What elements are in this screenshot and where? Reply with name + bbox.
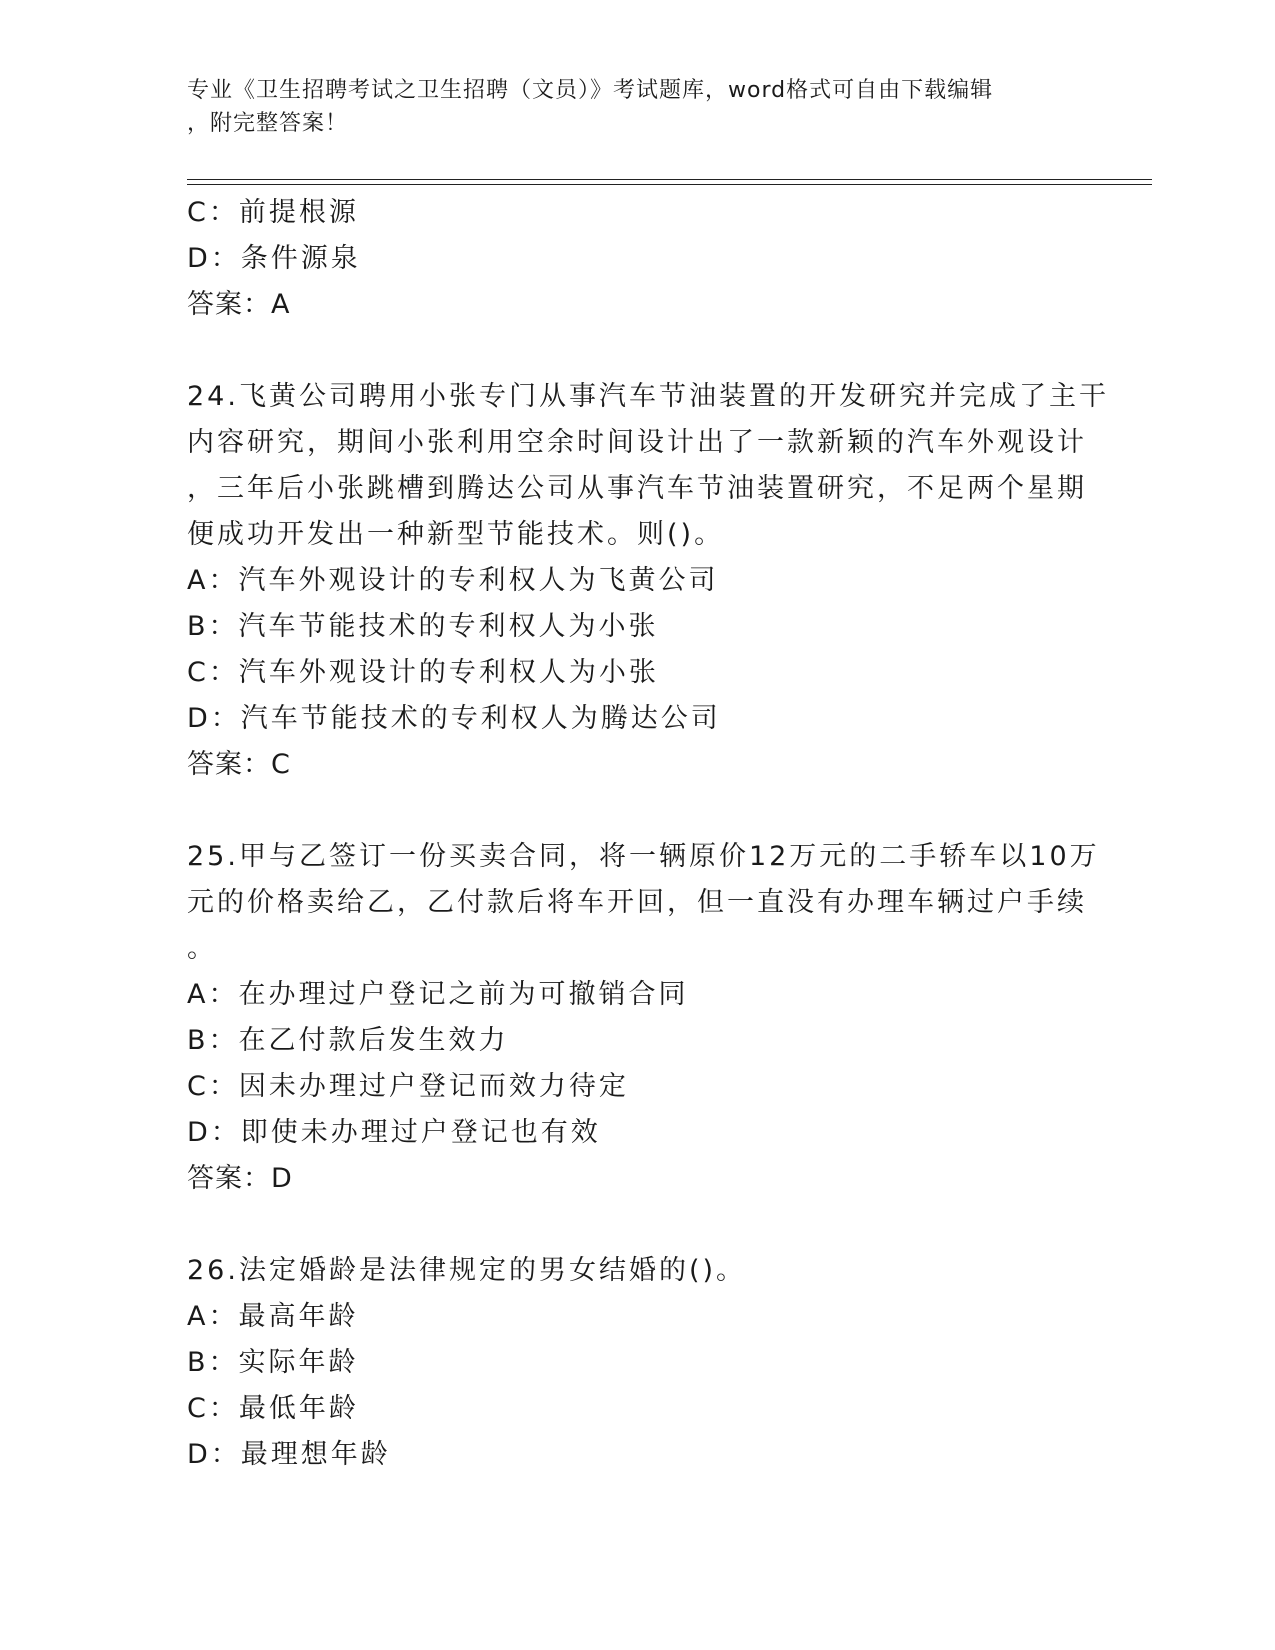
header-divider-top (187, 179, 1152, 180)
answer-line: 答案：D (187, 1163, 293, 1194)
spacer (187, 788, 1087, 834)
question-26 (187, 1248, 1087, 1478)
question-stem-line: 元的价格卖给乙，乙付款后将车开回，但一直没有办理车辆过户手续 (187, 887, 1087, 918)
question-stem-line: 24.飞黄公司聘用小张专门从事汽车节油装置的开发研究并完成了主干 (187, 381, 1109, 412)
question-24 (187, 374, 1109, 788)
question-stem-line: 25.甲与乙签订一份买卖合同，将一辆原价12万元的二手轿车以10万 (187, 841, 1100, 872)
option-c: C：最低年龄 (187, 1393, 359, 1424)
question-stem-line: 内容研究，期间小张利用空余时间设计出了一款新颖的汽车外观设计 (187, 427, 1087, 458)
spacer (187, 1202, 1087, 1248)
option-b: B：在乙付款后发生效力 (187, 1025, 509, 1056)
option-a: A：在办理过户登记之前为可撤销合同 (187, 979, 689, 1010)
question-stem-line: ，三年后小张跳槽到腾达公司从事汽车节油装置研究，不足两个星期 (187, 473, 1087, 504)
option-d: D：汽车节能技术的专利权人为腾达公司 (187, 703, 721, 734)
option-c: C：汽车外观设计的专利权人为小张 (187, 657, 659, 688)
question-23-tail (187, 190, 1087, 328)
document-header (187, 74, 1087, 140)
question-stem-line: 。 (187, 933, 217, 964)
option-b: B：实际年龄 (187, 1347, 359, 1378)
question-25 (187, 834, 1100, 1202)
option-b: B：汽车节能技术的专利权人为小张 (187, 611, 659, 642)
header-title-line-2: ，附完整答案！ (187, 111, 349, 136)
answer-line: 答案：A (187, 289, 291, 320)
option-d: D：即使未办理过户登记也有效 (187, 1117, 601, 1148)
header-divider-bottom (187, 184, 1152, 185)
option-d: D：最理想年龄 (187, 1439, 391, 1470)
question-stem-line: 26.法定婚龄是法律规定的男女结婚的()。 (187, 1255, 747, 1286)
option-a: A：最高年龄 (187, 1301, 359, 1332)
spacer (187, 328, 1087, 374)
answer-line: 答案：C (187, 749, 291, 780)
question-stem-line: 便成功开发出一种新型节能技术。则()。 (187, 519, 725, 550)
question-list (187, 190, 1109, 1478)
header-title-line-1: 专业《卫生招聘考试之卫生招聘（文员）》考试题库，word格式可自由下载编辑 (187, 78, 994, 103)
option-c: C：因未办理过户登记而效力待定 (187, 1071, 629, 1102)
option-d: D：条件源泉 (187, 243, 361, 274)
option-c: C：前提根源 (187, 197, 359, 228)
option-a: A：汽车外观设计的专利权人为飞黄公司 (187, 565, 719, 596)
